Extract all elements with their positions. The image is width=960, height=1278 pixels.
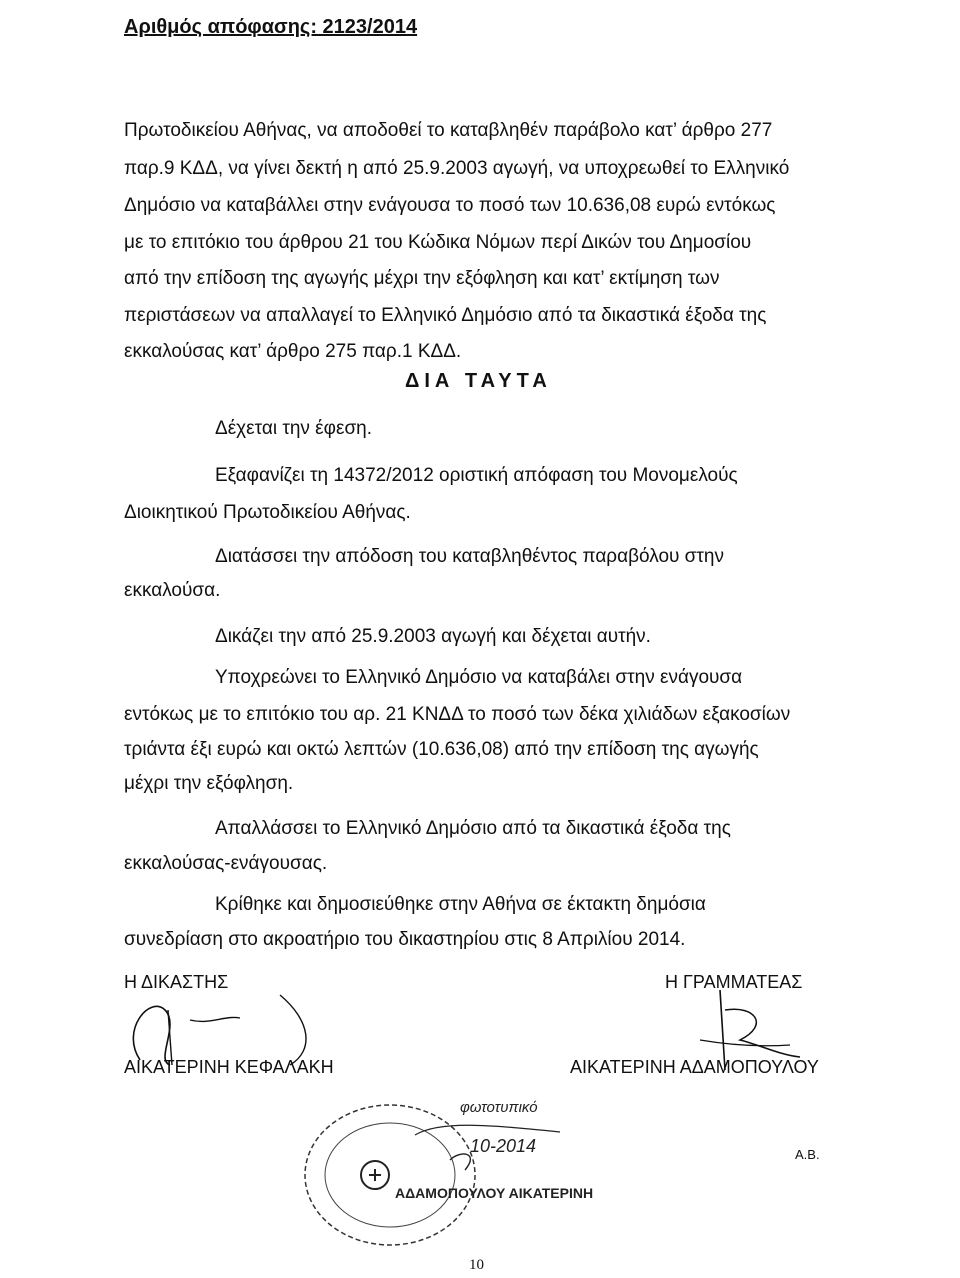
- cross-icon: [369, 1169, 381, 1181]
- stamp-certified-by: ΑΔΑΜΟΠΟΥΛΟΥ ΑΙΚΑΤΕΡΙΝΗ: [395, 1185, 594, 1201]
- ruling-obliges-line: τριάντα έξι ευρώ και οκτώ λεπτών (10.636,08) από την επίδοση της αγωγής: [124, 739, 759, 760]
- paragraph-line: από την επίδοση της αγωγής μέχρι την εξόφληση και κατ’ εκτίμηση των: [124, 268, 720, 289]
- paragraph-line: Πρωτοδικείου Αθήνας, να αποδοθεί το καταβληθέν παράβολο κατ’ άρθρο 277: [124, 120, 773, 141]
- ruling-refund-line: Διατάσσει την απόδοση του καταβληθέντος παραβόλου στην: [215, 546, 724, 567]
- ruling-releases-line: Απαλλάσσει το Ελληνικό Δημόσιο από τα δικαστικά έξοδα της: [215, 818, 731, 839]
- ruling-refund-line: εκκαλούσα.: [124, 580, 221, 601]
- ruling-accepts-appeal: Δέχεται την έφεση.: [215, 418, 373, 439]
- decision-number-header: Αριθμός απόφασης: 2123/2014: [124, 16, 418, 38]
- stamp-date-scribble: 10-2014: [470, 1136, 537, 1156]
- paragraph-line: παρ.9 ΚΔΔ, να γίνει δεκτή η από 25.9.2003 αγωγή, να υποχρεωθεί το Ελληνικό: [124, 158, 790, 179]
- ruling-obliges-line: μέχρι την εξόφληση.: [124, 773, 294, 794]
- secretary-name: ΑΙΚΑΤΕΡΙΝΗ ΑΔΑΜΟΠΟΥΛΟΥ: [570, 1057, 819, 1077]
- paragraph-line: εκκαλούσας κατ’ άρθρο 275 παρ.1 ΚΔΔ.: [124, 341, 462, 362]
- published-line: Κρίθηκε και δημοσιεύθηκε στην Αθήνα σε έκτακτη δημόσια: [215, 894, 706, 915]
- paragraph-line: με το επιτόκιο του άρθρου 21 του Κώδικα Νόμων περί Δικών του Δημοσίου: [124, 232, 752, 253]
- ruling-annuls-line: Διοικητικού Πρωτοδικείου Αθήνας.: [124, 502, 411, 523]
- initials: Α.Β.: [795, 1147, 820, 1162]
- page-number: 10: [469, 1257, 484, 1273]
- ruling-releases-line: εκκαλούσας-ενάγουσας.: [124, 853, 328, 874]
- ruling-obliges-line: Υποχρεώνει το Ελληνικό Δημόσιο να καταβάλει στην ενάγουσα: [215, 667, 743, 688]
- ruling-annuls-line: Εξαφανίζει τη 14372/2012 οριστική απόφαση του Μονομελούς: [215, 465, 738, 486]
- judge-title: Η ΔΙΚΑΣΤΗΣ: [124, 972, 229, 992]
- judge-name: ΑΙΚΑΤΕΡΙΝΗ ΚΕΦΑΛΑΚΗ: [124, 1057, 334, 1077]
- stamp-heading: φωτοτυπικό: [460, 1099, 538, 1116]
- secretary-title: Η ΓΡΑΜΜΑΤΕΑΣ: [665, 972, 803, 992]
- paragraph-line: περιστάσεων να απαλλαγεί το Ελληνικό Δημόσιο από τα δικαστικά έξοδα της: [124, 305, 767, 326]
- official-stamp: [290, 1080, 594, 1255]
- ruling-judges-action: Δικάζει την από 25.9.2003 αγωγή και δέχεται αυτήν.: [215, 626, 651, 647]
- ruling-obliges-line: εντόκως με το επιτόκιο του αρ. 21 ΚΝΔΔ το ποσό των δέκα χιλιάδων εξακοσίων: [124, 704, 791, 725]
- published-line: συνεδρίαση στο ακροατήριο του δικαστηρίου στις 8 Απριλίου 2014.: [124, 929, 686, 950]
- section-heading: ΔΙΑ ΤΑΥΤΑ: [405, 370, 552, 392]
- paragraph-line: Δημόσιο να καταβάλλει στην ενάγουσα το ποσό των 10.636,08 ευρώ εντόκως: [124, 195, 776, 216]
